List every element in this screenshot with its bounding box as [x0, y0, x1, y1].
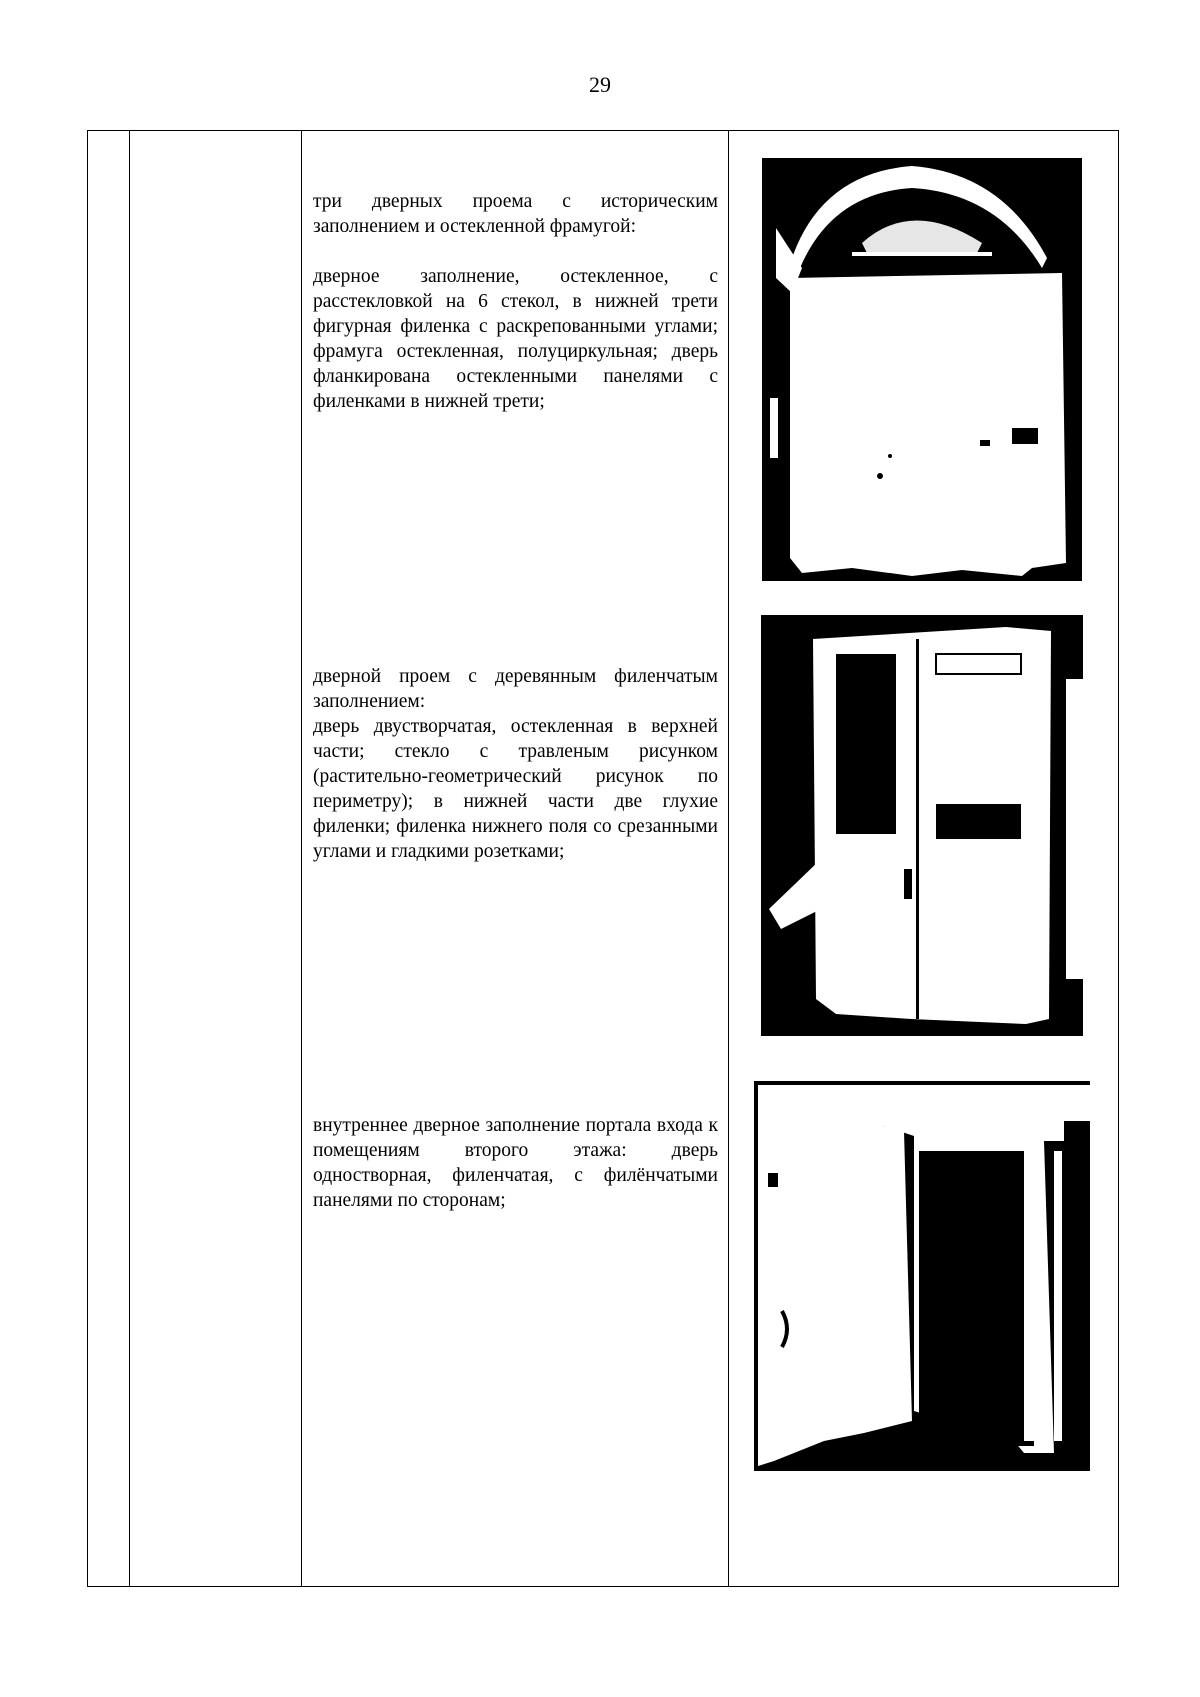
entry-arched-doors — [313, 189, 718, 414]
description-column — [313, 131, 718, 1586]
description-table — [87, 130, 1119, 1587]
entry-heading: дверной проем с деревянным филенчатым заполнением: — [313, 666, 718, 712]
column-divider — [728, 131, 729, 1586]
entry-double-door — [313, 664, 718, 864]
entry-description: дверное заполнение, остекленное, с расстекловкой на 6 стекол, в нижней трети фигурная филенка с раскрепованными углами; фрамуга остекленная, полуциркульная; дверь фланкирована остекленными панелями с филенками в нижней трети; — [313, 266, 718, 412]
column-divider — [129, 131, 130, 1586]
photo-arched-door — [762, 158, 1082, 581]
photo-double-door — [761, 609, 1083, 1036]
photo-single-door — [754, 1081, 1090, 1471]
entry-single-door — [313, 1113, 718, 1213]
page-number: 29 — [589, 72, 611, 97]
entry-heading: три дверных проема с историческим заполнением и остекленной фрамугой: — [313, 191, 718, 237]
column-divider — [301, 131, 302, 1586]
entry-description: дверь двустворчатая, остекленная в верхней части; стекло с травленым рисунком (растительно-геометрический рисунок по периметру); в нижней части две глухие филенки; филенка нижнего поля со срезанными углами и гладкими розетками; — [313, 716, 718, 862]
entry-description: внутреннее дверное заполнение портала входа к помещениям второго этажа: дверь одностворная, филенчатая, с филёнчатыми панелями по сторонам; — [313, 1115, 718, 1211]
